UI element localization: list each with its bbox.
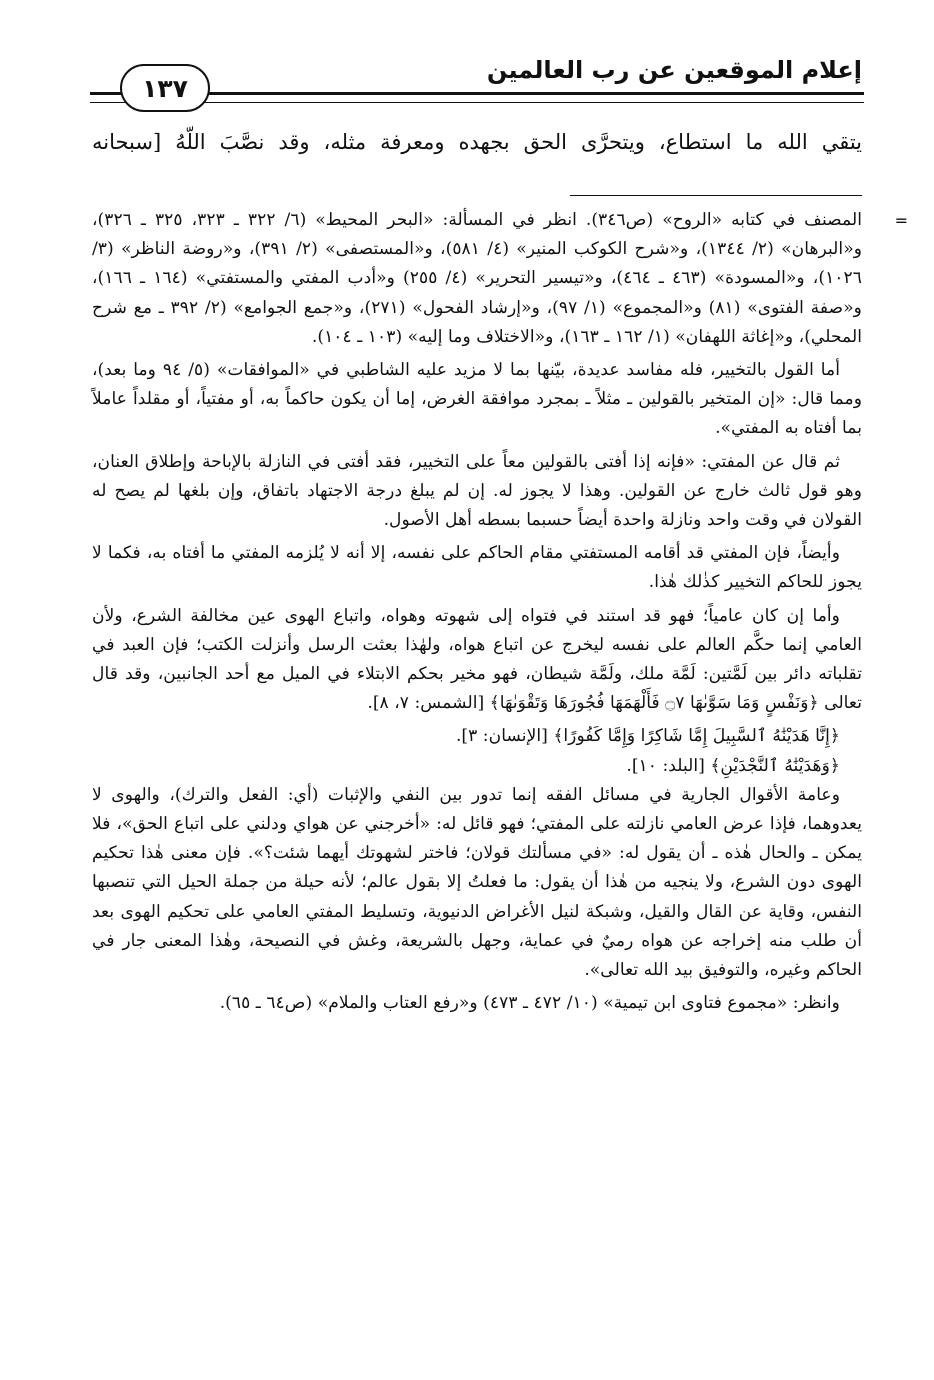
footnote-paragraph: وأما إن كان عامياً؛ فهو قد استند في فتواه إلى شهوته وهواه، واتباع الهوى عين مخالفة الشرع، ولأن العامي إنما حكَّم العالم على نفسه ليخرج عن اتباع هواه، ولهٰذا بعثت الرسل وأنزلت الكتب؛ فإن العبد في تقلباته دائر بين لَمَّتين: لَمَّة ملك، ولَمَّة شيطان، فهو مخير بحكم الابتلاء في الميل مع أحد الجانبين، وقد قال تعالى ﴿وَنَفْسٍ وَمَا سَوَّىٰهَا ۝٧ فَأَلْهَمَهَا فُجُورَهَا وَتَقْوَىٰهَا﴾ [الشمس: ٧، ٨]. xyxy=(92,605,862,714)
footnote-paragraph: ثم قال عن المفتي: «فإنه إذا أفتى بالقولين معاً على التخيير، فقد أفتى في النازلة بالإباحة وإطلاق العنان، وهو قول ثالث خارج عن القولين. وهذا لا يجوز له. إن لم يبلغ درجة الاجتهاد باتفاق، وإن بلغها لم يصح له القولان في وقت واحد ونازلة واحدة أيضاً حسبما بسطه أهل الأصول. xyxy=(92,451,862,531)
main-text-line: يتقي الله ما استطاع، ويتحرَّى الحق بجهده ومعرفة مثله، وقد نصَّبَ اللَّهُ [سبحانه xyxy=(92,130,862,154)
footnote-separator xyxy=(570,195,862,196)
footnotes xyxy=(92,206,908,1022)
quran-verse: ﴿إِنَّا هَدَيْنَٰهُ ٱلسَّبِيلَ إِمَّا شَاكِرًا وَإِمَّا كَفُورًا﴾ [الإنسان: ٣]. xyxy=(455,726,840,747)
footnote-text: المصنف في كتابه «الروح» (ص٣٤٦). انظر في المسألة: «البحر المحيط» (٦/ ٣٢٢ ـ ٣٢٣، ٣٢٥ ـ ٣٢٦)، و«البرهان» (٢/ ١٣٤٤)، و«شرح الكوكب المنير» (٤/ ٥٨١)، و«المستصفى» (٢/ ٣٩١)، و«روضة الناظر» (٣/ ١٠٢٦)، و«المسودة» (٤٦٣ ـ ٤٦٤)، و«تيسير التحرير» (٤/ ٢٥٥) و«أدب المفتي والمستفتي» (١٦٤ ـ ١٦٦)، و«صفة الفتوى» (٨١) و«المجموع» (١/ ٩٧)، و«إرشاد الفحول» (٢٧١)، و«جمع الجوامع» (٢/ ٣٩٢ ـ مع شرح المحلي)، و«إغاثة اللهفان» (١/ ١٦٢ ـ ١٦٣)، و«الاختلاف وما إليه» (١٠٣ ـ ١٠٤). xyxy=(92,210,863,347)
footnote-paragraph xyxy=(92,206,908,352)
footnote-paragraph: وانظر: «مجموع فتاوى ابن تيمية» (١٠/ ٤٧٢ ـ ٤٧٣) و«رفع العتاب والملام» (ص٦٤ ـ ٦٥). xyxy=(219,993,840,1014)
continuation-marker: = xyxy=(894,211,908,230)
running-title: إعلام الموقعين عن رب العالمين xyxy=(486,56,862,84)
footnote-paragraph: وعامة الأقوال الجارية في مسائل الفقه إنما تدور بين النفي والإثبات (أي: الفعل والترك)، والهوى لا يعدوهما، فإذا عرض العامي نازلته على المفتي؛ فهو قائل له: «أخرجني عن هواي ودلني على اتباع الحق»، فلا يمكن ـ والحال هٰذه ـ أن يقول له: «في مسألتك قولان؛ فاختر لشهوتك أيهما شئت؟». فإن معنى هٰذا تحكيم الهوى دون الشرع، ولا ينجيه من هٰذا أن يقول: ما فعلتُ إلا بقول عالم؛ لأنه حيلة من جملة الحيل التي تنصبها النفس، وقاية عن القال والقيل، وشبكة لنيل الأغراض الدنيوية، وتسليط المفتي العامي على تحكيم الهوى بعد أن طلب منه إخراجه عن هواه رميٌ في عماية، وجهل بالشريعة، وغش في النصيحة، وهٰذا المعنى جار في الحاكم وغيره، والتوفيق بيد الله تعالى». xyxy=(92,784,862,981)
footnote-paragraph: أما القول بالتخيير، فله مفاسد عديدة، بيّنها بما لا مزيد عليه الشاطبي في «الموافقات» (٥/ ٩٤ وما بعد)، ومما قال: «إن المتخير بالقولين ـ مثلاً ـ بمجرد موافقة الغرض، إما أن يكون حاكماً به، أو مفتياً، أو مقلداً عاملاً بما أفتاه به المفتي». xyxy=(92,360,862,439)
footnote-paragraph: وأيضاً، فإن المفتي قد أقامه المستفتي مقام الحاكم على نفسه، إلا أنه لا يُلزمه المفتي ما أفتاه به، فكما لا يجوز للحاكم التخيير كذٰلك هٰذا. xyxy=(92,543,862,593)
page-number: ١٣٧ xyxy=(120,64,210,112)
quran-verse: ﴿وَهَدَيْنَٰهُ ٱلنَّجْدَيْنِ﴾ [البلد: ١٠]. xyxy=(626,755,840,776)
